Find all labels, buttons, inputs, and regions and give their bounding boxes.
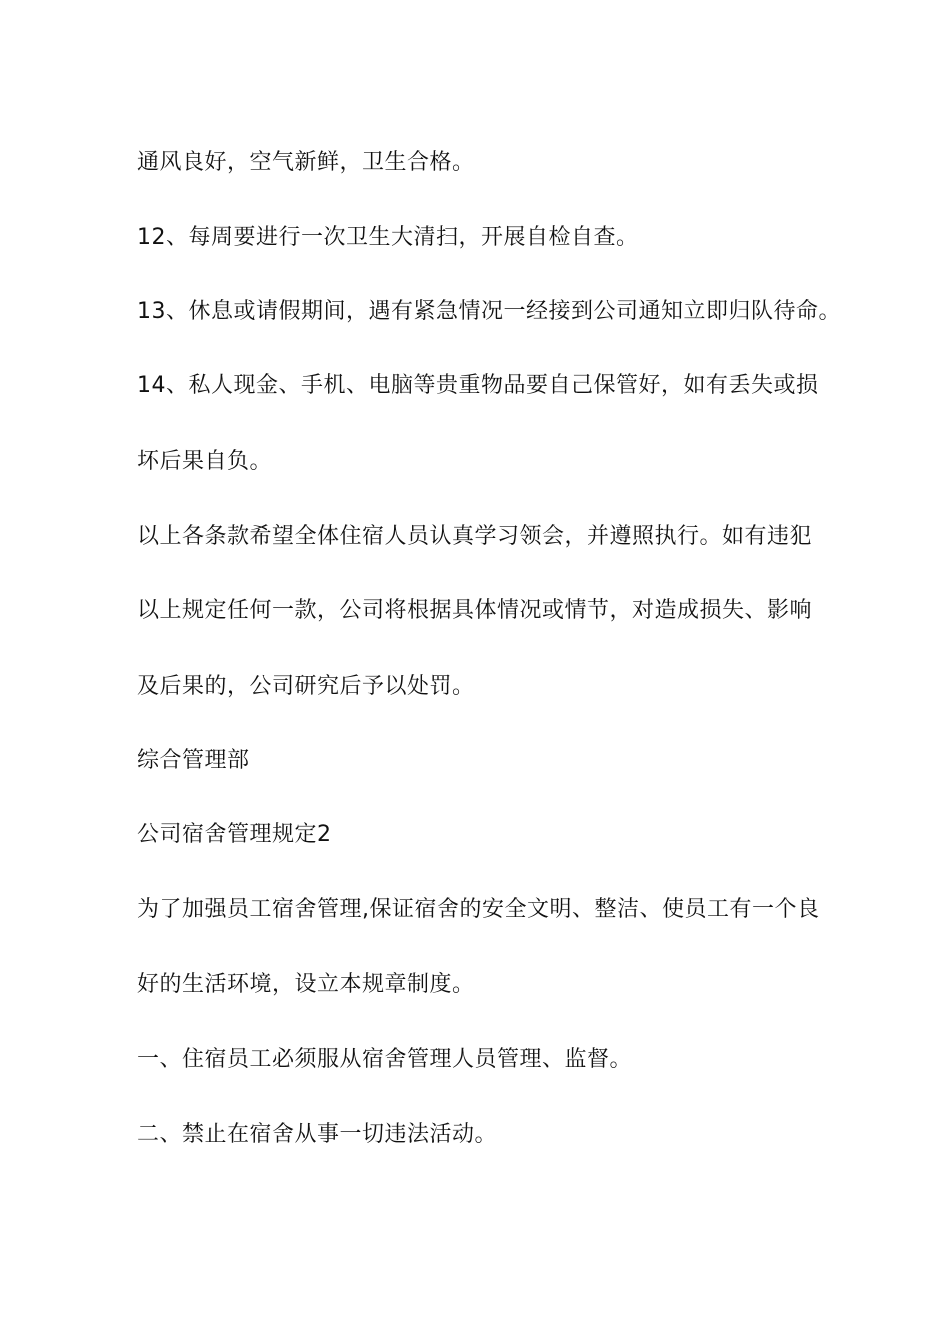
text-line: 好的生活环境，设立本规章制度。 bbox=[137, 972, 475, 997]
text-line: 12、每周要进行一次卫生大清扫，开展自检自查。 bbox=[137, 225, 639, 250]
text-line: 及后果的，公司研究后予以处罚。 bbox=[137, 674, 475, 699]
text-line: 14、私人现金、手机、电脑等贵重物品要自己保管好，如有丢失或损 bbox=[137, 373, 819, 398]
text-line: 二、禁止在宿舍从事一切违法活动。 bbox=[137, 1122, 498, 1147]
text-line: 坏后果自负。 bbox=[137, 449, 273, 474]
text-line: 一、住宿员工必须服从宿舍管理人员管理、监督。 bbox=[137, 1047, 633, 1072]
text-line: 为了加强员工宿舍管理,保证宿舍的安全文明、整洁、使员工有一个良 bbox=[137, 897, 820, 922]
text-line: 以上规定任何一款，公司将根据具体情况或情节，对造成损失、影响 bbox=[137, 598, 813, 623]
section-title: 公司宿舍管理规定2 bbox=[137, 822, 332, 847]
text-line: 以上各条款希望全体住宿人员认真学习领会，并遵照执行。如有违犯 bbox=[137, 524, 813, 549]
text-line: 通风良好，空气新鲜，卫生合格。 bbox=[137, 150, 475, 175]
department-signature: 综合管理部 bbox=[137, 748, 250, 773]
text-line: 13、休息或请假期间，遇有紧急情况一经接到公司通知立即归队待命。 bbox=[137, 299, 841, 324]
